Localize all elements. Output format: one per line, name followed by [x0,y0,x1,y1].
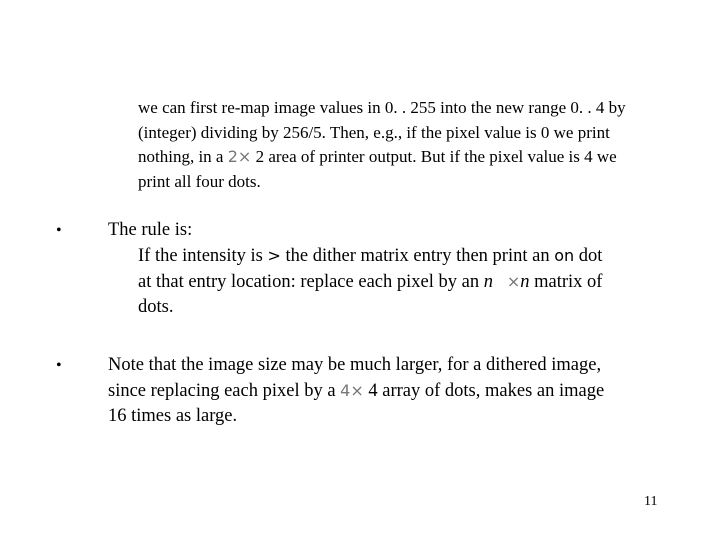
rule-line-2-start: If the intensity is [138,246,268,266]
note-line-2-start: since replacing each pixel by a [108,381,341,401]
bullet-rule-body [108,218,678,320]
matrix-n-first: n [483,272,493,292]
page-number: 11 [644,494,658,509]
note-line-3: 16 times as large. [108,406,238,426]
rule-line-2-end: dot [574,246,603,266]
matrix-n-second: n [520,272,530,292]
on-word: on [554,246,575,265]
times-symbol: × [506,272,521,291]
rule-heading: The rule is: [108,220,193,240]
intro-line-3-end: 2 area of printer output. But if the pixel value is 4 we [251,147,617,166]
intro-line-1: we can first re-map image values in 0. . 255 into the new range 0. . 4 by [138,98,626,117]
note-line-2 [108,378,678,404]
intro-line-4: print all four dots. [138,171,261,191]
intro-line-3 [138,145,678,170]
intro-line-3-start: nothing, in a [138,147,228,166]
bullet-marker: • [56,357,62,374]
note-line-1: Note that the image size may be much larger, for a dithered image, [108,355,602,375]
times-symbol: × [237,147,252,166]
greater-than-symbol: > [267,246,281,265]
rule-line-2-mid: the dither matrix entry then print an [280,246,555,266]
rule-line-3-end: matrix of [529,272,603,292]
four-digit: 4 [340,381,351,400]
bullet-note-body [108,353,678,429]
intro-line-2: (integer) dividing by 256/5. Then, e.g., if the pixel value is 0 we print [138,122,610,142]
intro-two-digit: 2 [227,147,238,166]
rule-line-2 [108,243,678,269]
intro-paragraph [138,96,678,194]
rule-line-3 [108,269,678,295]
bullet-marker: • [56,222,62,239]
rule-line-3-start: at that entry location: replace each pixel by an [138,272,484,292]
times-symbol: × [350,381,364,400]
note-line-2-end: 4 array of dots, makes an image [363,381,605,401]
rule-line-4: dots. [138,297,174,317]
